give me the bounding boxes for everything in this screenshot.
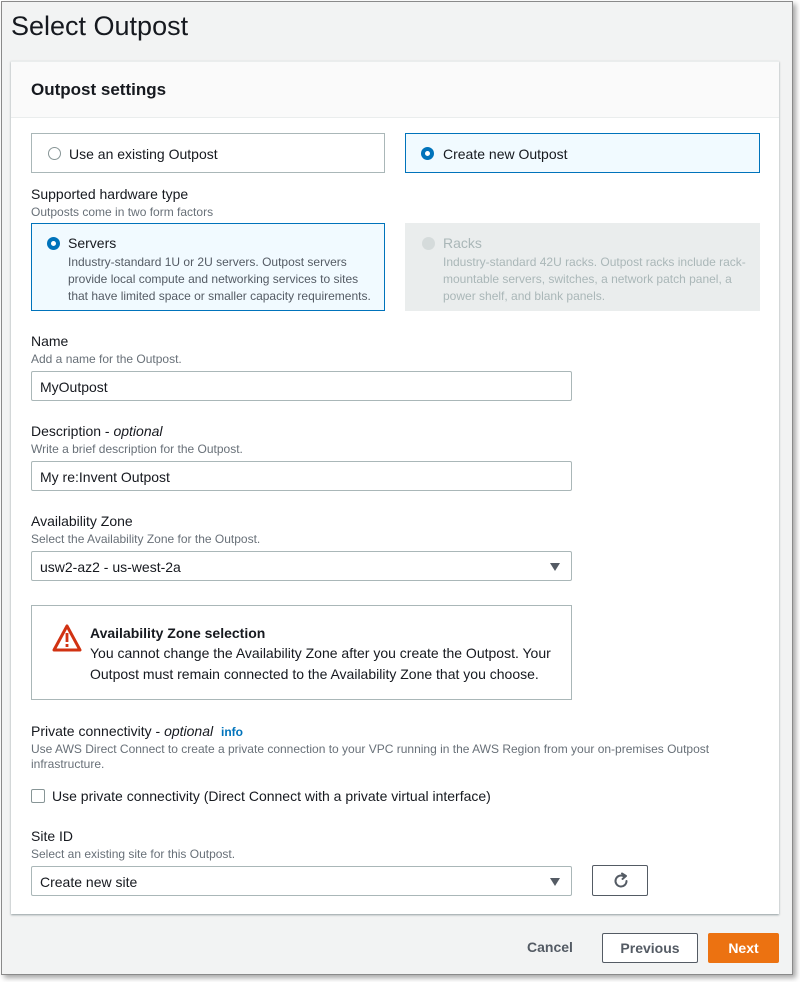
az-select-value: usw2-az2 - us-west-2a <box>40 559 181 575</box>
refresh-button[interactable] <box>592 865 648 896</box>
servers-description-3: that have limited space or smaller capacity requirements. <box>68 289 371 303</box>
refresh-icon <box>612 872 630 890</box>
page-title: Select Outpost <box>11 11 189 41</box>
description-optional: optional <box>113 423 163 439</box>
use-existing-outpost-radio[interactable] <box>48 147 61 160</box>
alert-title: Availability Zone selection <box>90 625 266 641</box>
create-new-outpost-label: Create new Outpost <box>443 146 568 162</box>
create-new-outpost-radio[interactable] <box>421 147 434 160</box>
servers-description-1: Industry-standard 1U or 2U servers. Outpost servers <box>68 255 347 269</box>
alert-body: You cannot change the Availability Zone after you create the Outpost. Your Outpost must remain connected to the Availability Zone that you choose. <box>90 645 551 682</box>
private-connectivity-label-text: Private connectivity - <box>31 723 165 739</box>
info-link[interactable]: info <box>221 725 243 739</box>
racks-description-2: mountable servers, switches, a network patch panel, a <box>443 272 732 286</box>
racks-description-3: power shelf, and blank panels. <box>443 289 606 303</box>
racks-tile <box>405 223 760 311</box>
use-existing-outpost-tile[interactable] <box>31 133 385 173</box>
name-description: Add a name for the Outpost. <box>31 352 182 366</box>
description-description: Write a brief description for the Outpost. <box>31 442 243 456</box>
racks-label: Racks <box>443 235 482 251</box>
outpost-settings-panel <box>11 61 779 914</box>
caret-down-icon <box>550 563 560 571</box>
servers-tile[interactable] <box>31 223 385 311</box>
servers-description-2: provide local compute and networking services to sites <box>68 272 359 286</box>
name-input[interactable]: MyOutpost <box>31 371 572 401</box>
private-connectivity-description-2: infrastructure. <box>31 757 105 771</box>
az-label: Availability Zone <box>31 513 133 529</box>
site-id-label: Site ID <box>31 828 74 844</box>
use-existing-outpost-label: Use an existing Outpost <box>69 146 218 162</box>
racks-description-1: Industry-standard 42U racks. Outpost racks include rack- <box>443 255 746 269</box>
cancel-button[interactable]: Cancel <box>527 939 573 955</box>
private-connectivity-label <box>31 723 243 739</box>
servers-label: Servers <box>68 235 117 251</box>
window-frame <box>1 1 793 975</box>
caret-down-icon <box>550 878 560 886</box>
az-select[interactable] <box>31 551 572 581</box>
hardware-type-label: Supported hardware type <box>31 186 189 202</box>
description-input[interactable]: My re:Invent Outpost <box>31 461 572 491</box>
panel-header <box>11 62 779 118</box>
panel-title: Outpost settings <box>31 80 167 99</box>
warning-icon <box>52 624 82 652</box>
description-label <box>31 423 163 439</box>
previous-button[interactable]: Previous <box>602 933 698 963</box>
description-label-text: Description - <box>31 423 114 439</box>
site-id-select-value: Create new site <box>40 874 138 890</box>
site-id-description: Select an existing site for this Outpost. <box>31 847 236 861</box>
next-button[interactable]: Next <box>708 933 779 963</box>
site-id-select[interactable] <box>31 866 572 896</box>
private-connectivity-description-1: Use AWS Direct Connect to create a private connection to your VPC running in the AWS Region from your on-premises Outpost <box>31 742 710 756</box>
racks-radio <box>422 237 435 250</box>
private-connectivity-checkbox[interactable] <box>31 789 45 803</box>
hardware-type-description: Outposts come in two form factors <box>31 205 214 219</box>
servers-radio[interactable] <box>47 237 60 250</box>
create-new-outpost-tile[interactable] <box>405 133 760 173</box>
private-connectivity-optional: optional <box>164 723 214 739</box>
az-warning-alert <box>31 605 572 700</box>
name-label: Name <box>31 333 69 349</box>
az-description: Select the Availability Zone for the Outpost. <box>31 532 261 546</box>
private-connectivity-checkbox-label[interactable]: Use private connectivity (Direct Connect with a private virtual interface) <box>52 788 491 804</box>
